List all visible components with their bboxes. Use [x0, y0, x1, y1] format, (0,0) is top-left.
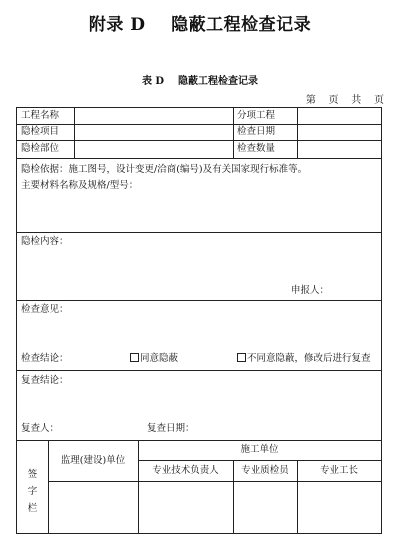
row-divider: [17, 300, 381, 301]
col-divider: [297, 108, 298, 158]
tech-lead-label: 专业技术负责人: [152, 465, 219, 476]
recheck-conclusion-label: 复查结论：: [21, 375, 69, 386]
page-number: 第 页 共 页: [305, 95, 384, 106]
rechecker-label: 复查人：: [21, 423, 60, 434]
disagree-checkbox[interactable]: [237, 353, 246, 362]
row-divider: [17, 158, 381, 159]
check-date-label: 检查日期: [237, 126, 276, 137]
col-divider: [48, 440, 49, 533]
row-divider: [17, 124, 381, 125]
foreman-label: 专业工长: [319, 465, 358, 476]
sign-char: 栏: [27, 503, 38, 514]
inspection-conclusion-label: 检查结论：: [21, 353, 69, 364]
col-divider: [233, 108, 234, 158]
construction-unit-label: 施工单位: [240, 444, 279, 455]
inspection-part-label: 隐检部位: [21, 143, 60, 154]
check-quantity-label: 检查数量: [237, 143, 276, 154]
row-divider: [17, 140, 381, 141]
quality-inspector-label: 专业质检员: [241, 465, 289, 476]
reporter-label: 申报人：: [291, 285, 330, 296]
inspection-opinion-label: 检查意见：: [21, 304, 69, 315]
sign-column-label: [17, 466, 48, 517]
sign-char: 字: [27, 486, 38, 497]
supervision-unit-label: 监理(建设)单位: [60, 455, 126, 466]
row-divider: [17, 232, 381, 233]
form-subtitle: 表 D 隐蔽工程检查记录: [141, 76, 259, 87]
agree-label: 同意隐蔽: [140, 353, 179, 364]
row-divider: [48, 481, 381, 482]
sub-project-label: 分项工程: [237, 110, 276, 121]
project-name-label: 工程名称: [21, 110, 60, 121]
page-title: 附录 D 隐蔽工程检查记录: [88, 15, 312, 35]
row-divider: [17, 440, 381, 441]
sign-char: 签: [27, 469, 38, 480]
recheck-date-label: 复查日期：: [147, 423, 195, 434]
row-divider: [17, 370, 381, 371]
inspection-record-table: [16, 107, 382, 534]
disagree-label: 不同意隐蔽，修改后进行复查: [247, 353, 371, 364]
row-divider: [138, 460, 381, 461]
inspection-basis-label: 隐检依据：施工图号，设计变更/洽商(编号)及有关国家现行标准等。: [21, 164, 308, 175]
col-divider: [74, 108, 75, 158]
inspection-item-label: 隐检项目: [21, 126, 60, 137]
materials-label: 主要材料名称及规格/型号：: [21, 180, 139, 191]
agree-checkbox[interactable]: [130, 353, 139, 362]
inspection-content-label: 隐检内容：: [21, 236, 69, 247]
agree-option[interactable]: [130, 353, 178, 365]
disagree-option[interactable]: [237, 353, 371, 365]
